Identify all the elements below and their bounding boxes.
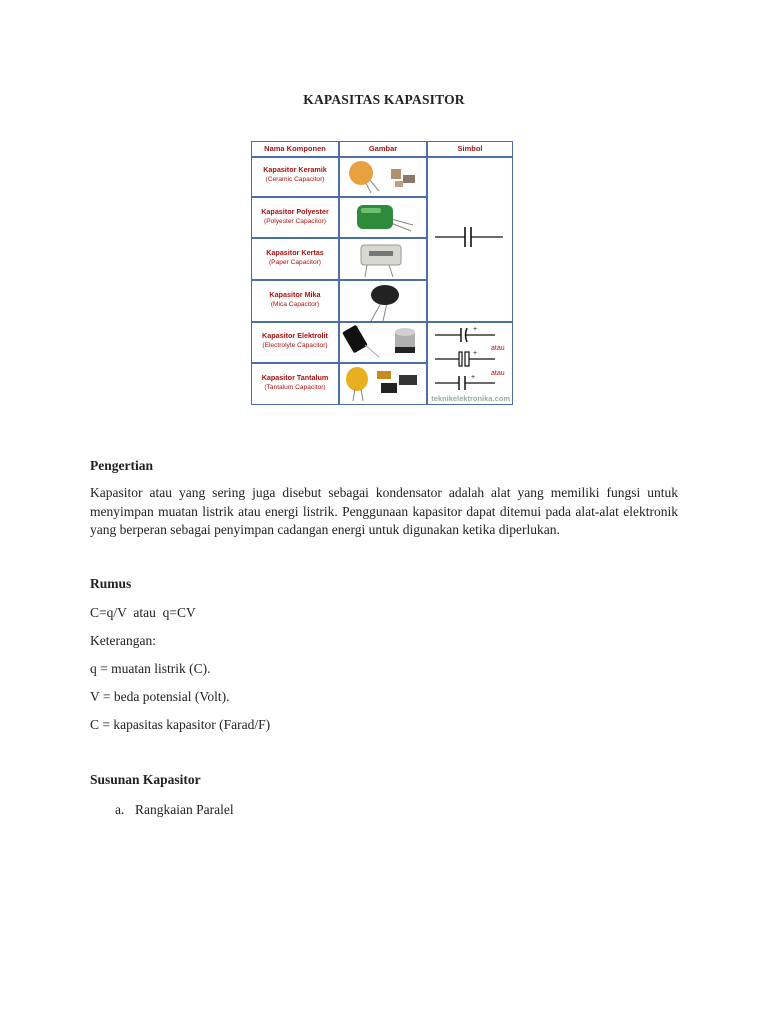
header-divider bbox=[251, 156, 513, 158]
header-gambar: Gambar bbox=[368, 144, 398, 153]
list-item-text: Rangkaian Paralel bbox=[135, 802, 234, 817]
pengertian-heading: Pengertian bbox=[90, 458, 153, 473]
pengertian-paragraph: Kapasitor atau yang sering juga disebut sebagai kondensator adalah alat yang memiliki fungsi untuk menyimpan muatan listrik atau energi listrik. Penggunaan kapasitor dapat ditemui pada alat-alat elektronik yang berperan sebagai penyimpan cadangan energi untuk digunakan ketika diperlukan. bbox=[90, 485, 678, 537]
atau-label-1: atau bbox=[491, 345, 505, 352]
row-name: Kapasitor Tantalum bbox=[261, 373, 329, 382]
tantalum-capacitor-image bbox=[341, 365, 425, 403]
svg-text:+: + bbox=[473, 350, 478, 357]
keterangan-item: C = kapasitas kapasitor (Farad/F) bbox=[90, 717, 271, 732]
ceramic-capacitor-image bbox=[343, 159, 423, 195]
atau-label-2: atau bbox=[491, 370, 505, 377]
polarized-capacitor-symbols-icon bbox=[431, 325, 513, 403]
header-nama: Nama Komponen bbox=[264, 144, 326, 153]
row-mika bbox=[251, 290, 339, 308]
paper-capacitor-image bbox=[349, 241, 419, 277]
list-item bbox=[115, 802, 234, 818]
page-title: KAPASITAS KAPASITOR bbox=[303, 92, 465, 107]
row-divider bbox=[251, 196, 427, 198]
capacitor-table-figure bbox=[251, 141, 513, 405]
row-name: Kapasitor Elektrolit bbox=[262, 331, 328, 340]
watermark: teknikelektronika.com bbox=[431, 394, 510, 403]
keterangan-item: q = muatan listrik (C). bbox=[90, 661, 211, 676]
susunan-heading: Susunan Kapasitor bbox=[90, 772, 201, 787]
row-name: Kapasitor Polyester bbox=[261, 207, 329, 216]
row-divider bbox=[251, 362, 427, 364]
col-divider-2 bbox=[426, 141, 428, 405]
mica-capacitor-image bbox=[361, 281, 411, 321]
header-simbol: Simbol bbox=[457, 144, 483, 153]
row-tantalum bbox=[251, 373, 339, 391]
formula: C=q/V atau q=CV bbox=[90, 605, 196, 620]
rumus-heading: Rumus bbox=[90, 576, 132, 591]
row-keramik bbox=[251, 165, 339, 183]
row-sub: (Paper Capacitor) bbox=[268, 259, 322, 266]
svg-text:+: + bbox=[471, 374, 476, 381]
electrolytic-capacitor-image bbox=[341, 323, 425, 361]
row-sub: (Ceramic Capacitor) bbox=[265, 176, 325, 183]
keterangan-item: V = beda potensial (Volt). bbox=[90, 689, 230, 704]
row-sub: (Tantalum Capacitor) bbox=[264, 384, 326, 391]
row-name: Kapasitor Kertas bbox=[266, 248, 324, 257]
list-marker: a. bbox=[115, 802, 125, 817]
row-kertas bbox=[251, 248, 339, 266]
row-polyester bbox=[251, 207, 339, 225]
polyester-capacitor-image bbox=[351, 199, 421, 235]
svg-text:+: + bbox=[473, 326, 478, 333]
keterangan-label: Keterangan: bbox=[90, 633, 156, 648]
row-name: Kapasitor Mika bbox=[269, 290, 321, 299]
row-name: Kapasitor Keramik bbox=[263, 165, 327, 174]
capacitor-symbol-icon bbox=[431, 221, 509, 253]
row-sub: (Polyester Capacitor) bbox=[264, 218, 326, 225]
row-divider bbox=[251, 237, 427, 239]
row-sub: (Mica Capacitor) bbox=[270, 301, 320, 308]
row-sub: (Electrolyte Capacitor) bbox=[262, 342, 328, 349]
row-elektrolit bbox=[251, 331, 339, 349]
